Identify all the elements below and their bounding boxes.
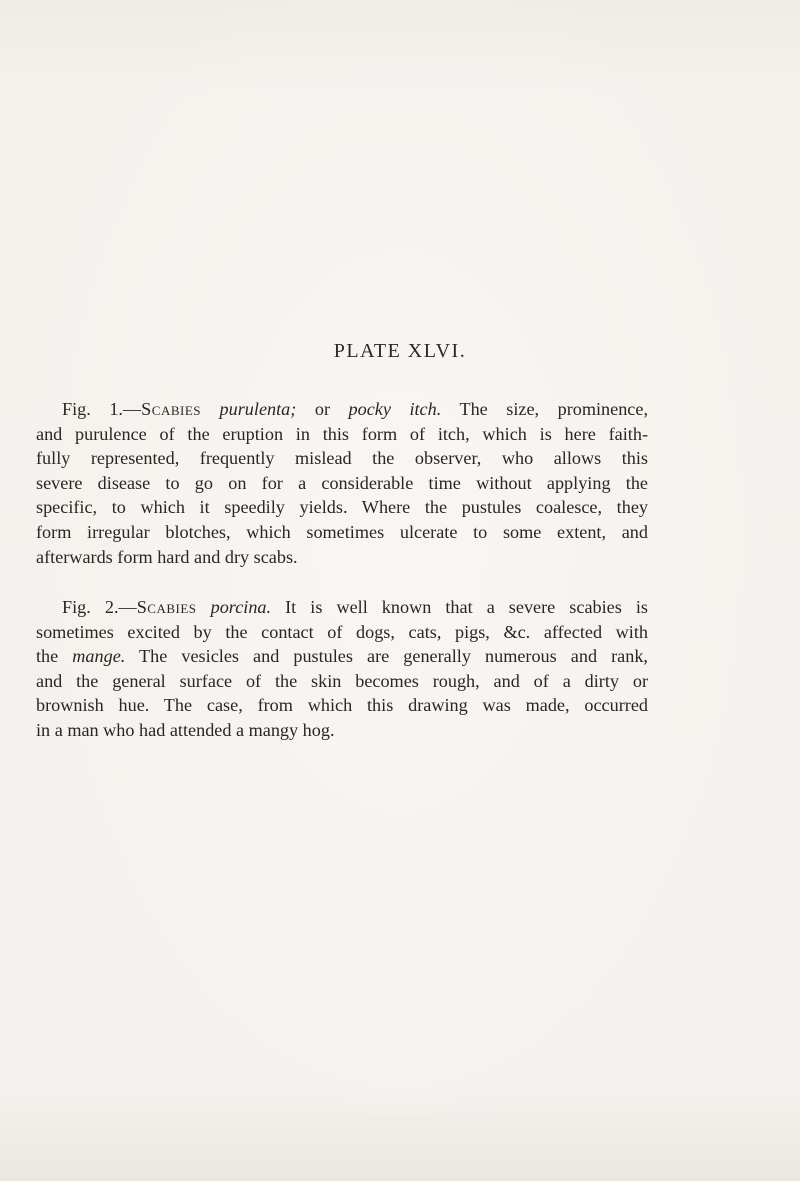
fig1-line-3: fully represented, frequently mislead the observer, who allows this xyxy=(36,448,648,469)
fig1-line-4: severe disease to go on for a considerable time without applying the xyxy=(36,472,648,493)
fig2-species-name: Scabies xyxy=(136,597,197,617)
fig1-line-5: specific, to which it speedily yields. Where the pustules coalesce, they xyxy=(36,497,648,518)
fig2-mange-term: mange. xyxy=(72,646,126,667)
fig2-species-epithet: porcina. xyxy=(210,597,272,617)
fig2-line-1 xyxy=(36,595,648,620)
fig1-line-6: form irregular blotches, which sometimes ulcerate to some extent, and xyxy=(36,521,648,542)
fig2-line-3-pre: the xyxy=(36,646,73,667)
fig2-line-6: in a man who had attended a mangy hog. xyxy=(36,719,335,740)
fig1-label: Fig. 1.— xyxy=(62,399,142,419)
fig2-line-3-rest: The vesicles and pustules are generally numerous and rank, xyxy=(125,646,648,667)
plate-title: PLATE XLVI. xyxy=(333,340,467,362)
fig2-line-4: and the general surface of the skin becomes rough, and of a dirty or xyxy=(36,670,648,691)
fig1-line-7: afterwards form hard and dry scabs. xyxy=(36,546,298,567)
fig2-line-3 xyxy=(36,644,648,669)
fig2-line-5: brownish hue. The case, from which this drawing was made, occurred xyxy=(36,695,648,716)
fig2-paragraph xyxy=(36,595,648,743)
fig1-species-name: Scabies xyxy=(141,399,202,419)
fig1-paragraph xyxy=(36,397,648,569)
fig1-line-1 xyxy=(36,397,648,422)
fig2-label: Fig. 2.— xyxy=(62,597,137,617)
fig1-common-name: pocky itch. xyxy=(348,399,442,419)
fig1-or-text: or xyxy=(296,399,349,419)
fig1-line-1-rest: The size, prominence, xyxy=(441,399,648,419)
fig2-line-1-rest: It is well known that a severe scabies is xyxy=(271,597,649,617)
fig1-species-epithet: purulenta; xyxy=(219,399,297,419)
fig2-line-2: sometimes excited by the contact of dogs, cats, pigs, &c. affected with xyxy=(36,621,648,642)
fig1-line-2: and purulence of the eruption in this form of itch, which is here faith- xyxy=(36,423,648,444)
